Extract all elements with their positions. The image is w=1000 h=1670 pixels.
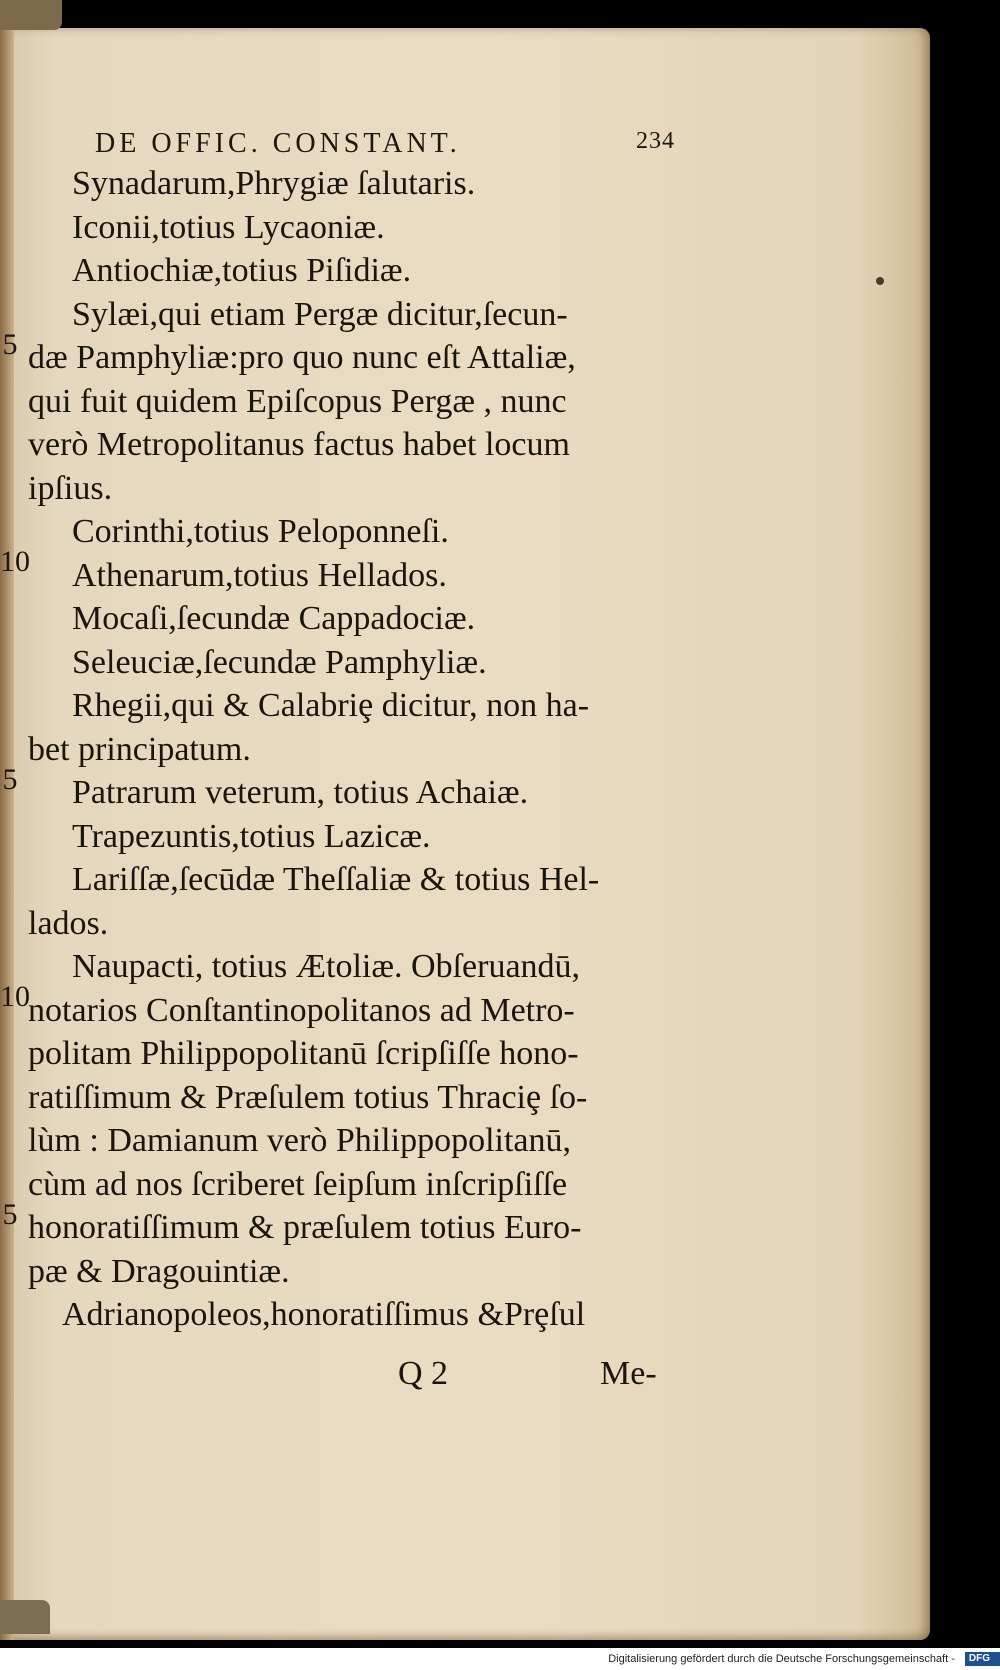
body-text: [28, 162, 688, 1337]
page-gutter: [0, 28, 14, 1640]
ink-spot: [876, 277, 884, 285]
digitization-credit: [0, 1648, 1000, 1670]
text-line: Corinthi,totius Peloponneſi.: [72, 513, 449, 550]
text-line: Sylæi,qui etiam Pergæ dicitur,ſecun-: [72, 295, 568, 333]
text-line: qui fuit quidem Epiſcopus Pergæ , nunc: [28, 382, 567, 420]
text-line: Seleuciæ,ſecundæ Pamphyliæ.: [72, 643, 487, 681]
running-title: DE OFFIC. CONSTANT.: [95, 128, 461, 159]
dfg-logo: DFG: [965, 1652, 1000, 1666]
clip-bottom: [0, 1600, 50, 1634]
text-line: Synadarum,Phrygiæ ſalutaris.: [72, 165, 476, 202]
text-line: Patrarum veterum, totius Achaiæ.: [72, 774, 529, 811]
clip-top: [0, 0, 62, 30]
text-line: verò Metropolitanus factus habet locum: [28, 426, 570, 463]
text-line: lùm : Damianum verò Philippopolitanū,: [28, 1122, 572, 1159]
text-line: Athenarum,totius Hellados.: [72, 556, 447, 594]
text-line: Adrianopoleos,honoratiſſimus &Prȩſul: [62, 1296, 586, 1333]
line-number: 5: [2, 1198, 18, 1231]
text-line: cùm ad nos ſcriberet ſeipſum inſcripſiſſe: [28, 1165, 568, 1203]
text-line: notarios Conſtantinopolitanos ad Metro-: [28, 991, 575, 1029]
text-line: ratiſſimum & Præſulem totius Thraciȩ ſo-: [28, 1078, 588, 1116]
credit-text: Digitalisierung gefördert durch die Deutsche Forschungsgemeinschaft -: [608, 1653, 955, 1665]
text-line: Naupacti, totius Ætoliæ. Obſeruandū,: [72, 948, 581, 985]
text-line: Trapezuntis,totius Lazicæ.: [72, 817, 431, 855]
line-number: 10: [0, 545, 30, 578]
text-line: Antiochiæ,totius Piſidiæ.: [72, 252, 412, 289]
line-number: 5: [2, 328, 18, 361]
text-line: bet principatum.: [28, 730, 251, 768]
text-line: politam Philippopolitanū ſcripſiſſe hono-: [28, 1035, 579, 1072]
text-line: Iconii,totius Lycaoniæ.: [72, 208, 385, 246]
text-line: dæ Pamphyliæ:pro quo nunc eſt Attaliæ,: [28, 339, 576, 376]
text-line: lados.: [28, 904, 109, 942]
text-line: pæ & Dragouintiæ.: [28, 1252, 290, 1290]
text-line: ipſius.: [28, 469, 113, 507]
line-number: 5: [2, 763, 18, 796]
folio-number: 234: [636, 128, 675, 154]
text-line: honoratiſſimum & præſulem totius Euro-: [28, 1209, 582, 1246]
signature-mark: Q 2: [398, 1355, 449, 1392]
text-line: Rhegii,qui & Calabriȩ dicitur, non ha-: [72, 687, 590, 724]
text-line: Mocaſi,ſecundæ Cappadociæ.: [72, 600, 476, 637]
line-number: 10: [0, 980, 30, 1013]
text-line: Lariſſæ,ſecūdæ Theſſaliæ & totius Hel-: [72, 861, 600, 898]
catchword: Me-: [600, 1355, 657, 1392]
